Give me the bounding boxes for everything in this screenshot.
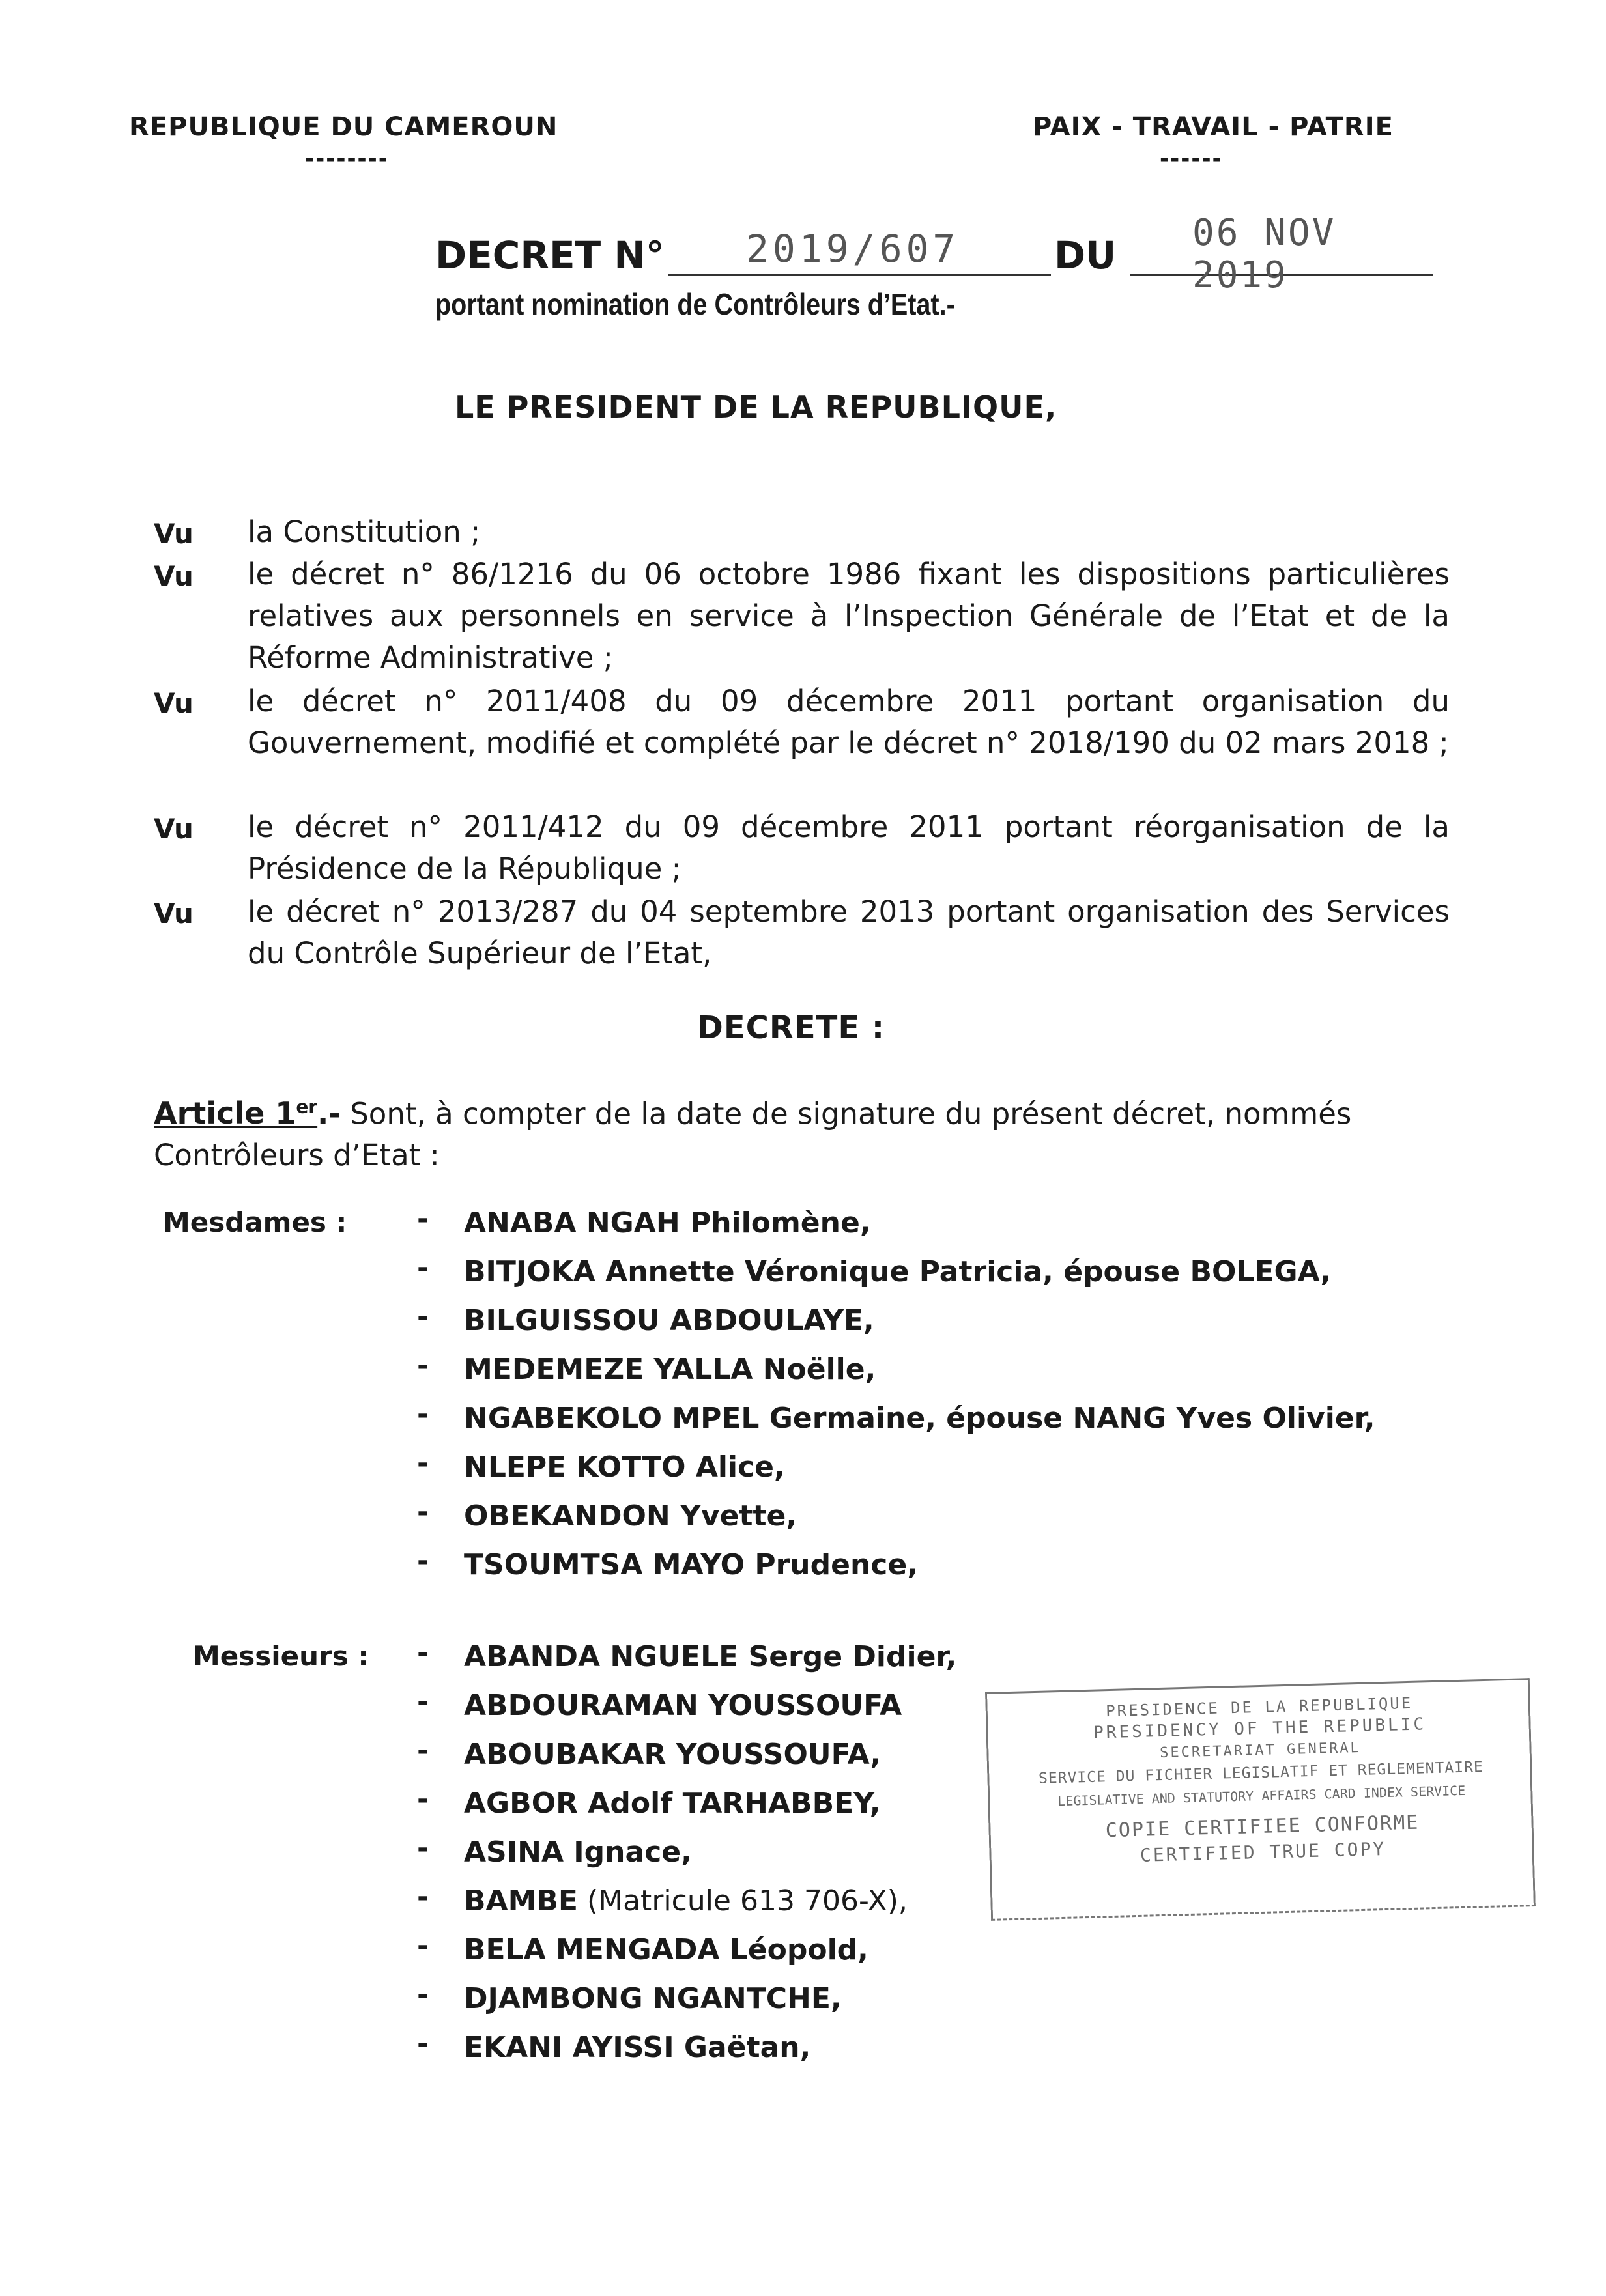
list-bullet: -	[417, 1685, 429, 1718]
list-bullet: -	[417, 1349, 429, 1382]
stamp-line: SERVICE DU FICHIER LEGISLATIF ET REGLEMENTAIRE	[1038, 1759, 1484, 1787]
list-item: ANABA NGAH Philomène,	[464, 1206, 871, 1240]
vu-label: Vu	[154, 560, 194, 592]
list-bullet: -	[417, 1251, 429, 1284]
header-motto: PAIX - TRAVAIL - PATRIE	[1033, 112, 1394, 142]
list-bullet: -	[417, 1300, 429, 1333]
list-item: OBEKANDON Yvette,	[464, 1499, 797, 1533]
decret-label: DECRET N°	[435, 233, 665, 277]
list-item: DJAMBONG NGANTCHE,	[464, 1982, 842, 2015]
visa-item: le décret n° 2013/287 du 04 septembre 2013 portant organisation des Services du Contrôle Supérieur de l’Etat,	[248, 894, 1450, 971]
mesdames-label: Mesdames :	[163, 1206, 347, 1238]
list-item: ABANDA NGUELE Serge Didier,	[464, 1640, 957, 1673]
vu-label: Vu	[154, 687, 194, 719]
list-bullet: -	[417, 1734, 429, 1767]
stamp-line: PRESIDENCE DE LA REPUBLIQUE	[1105, 1694, 1413, 1721]
list-bullet: -	[417, 1202, 429, 1236]
list-bullet: -	[417, 1544, 429, 1578]
list-item: BITJOKA Annette Véronique Patricia, épouse BOLEGA,	[464, 1255, 1332, 1288]
stamp-line: CERTIFIED TRUE COPY	[1140, 1837, 1386, 1866]
visa-item: le décret n° 2011/408 du 09 décembre 2011 portant organisation du Gouvernement, modifié et complété par le décret n° 2018/190 du 02 mars 2018 ;	[248, 684, 1450, 760]
list-item: TSOUMTSA MAYO Prudence,	[464, 1548, 918, 1581]
list-bullet: -	[417, 1636, 429, 1669]
decret-subtitle: portant nomination de Contrôleurs d’Etat.-	[435, 287, 955, 321]
list-bullet: -	[417, 1447, 429, 1480]
list-item: ASINA Ignace,	[464, 1835, 692, 1869]
list-bullet: -	[417, 1783, 429, 1816]
list-bullet: -	[417, 1880, 429, 1914]
visa-item: le décret n° 2011/412 du 09 décembre 2011 portant réorganisation de la Présidence de la République ;	[248, 810, 1450, 886]
list-item: AGBOR Adolf TARHABBEY,	[464, 1787, 881, 1820]
header-country: REPUBLIQUE DU CAMEROUN	[129, 112, 558, 142]
vu-label: Vu	[154, 813, 194, 845]
article-1-text: Sont, à compter de la date de signature du présent décret, nommés Contrôleurs d’Etat :	[154, 1096, 1352, 1173]
messieurs-label: Messieurs :	[193, 1640, 369, 1672]
article-1-title: Article 1er	[154, 1096, 318, 1131]
list-item: EKANI AYISSI Gaëtan,	[464, 2031, 811, 2064]
list-bullet: -	[417, 1495, 429, 1529]
article-1: Article 1er.- Sont, à compter de la date de signature du présent décret, nommés Contrôleurs d’Etat :	[154, 1096, 1352, 1173]
list-item: ABDOURAMAN YOUSSOUFA	[464, 1689, 902, 1722]
list-bullet: -	[417, 1398, 429, 1431]
stamp-line: COPIE CERTIFIEE CONFORME	[1105, 1811, 1420, 1843]
decret-date: 06 NOV 2019	[1192, 212, 1336, 296]
list-item: BILGUISSOU ABDOULAYE,	[464, 1304, 874, 1337]
list-item: BELA MENGADA Léopold,	[464, 1933, 868, 1966]
stamp-line: SECRETARIAT GENERAL	[1159, 1739, 1362, 1762]
president-heading: LE PRESIDENT DE LA REPUBLIQUE,	[455, 390, 1057, 425]
list-item: NGABEKOLO MPEL Germaine, épouse NANG Yves Olivier,	[464, 1402, 1375, 1435]
header-right-dashes: ------	[1160, 146, 1223, 172]
stamp-line: LEGISLATIVE AND STATUTORY AFFAIRS CARD INDEX SERVICE	[1057, 1782, 1466, 1809]
decret-date-line	[1130, 212, 1433, 296]
list-item: NLEPE KOTTO Alice,	[464, 1451, 785, 1484]
list-bullet: -	[417, 1832, 429, 1865]
matricule-note: (Matricule 613 706-X),	[586, 1884, 908, 1918]
vu-label: Vu	[154, 518, 194, 550]
list-item: BAMBE (Matricule 613 706-X),	[464, 1884, 908, 1918]
certified-copy-stamp	[985, 1678, 1538, 1927]
decret-number: 2019/607	[746, 227, 960, 271]
decret-number-line	[668, 228, 1051, 276]
du-label: DU	[1054, 233, 1117, 277]
list-bullet: -	[417, 1929, 429, 1963]
visa-item: la Constitution ;	[248, 515, 481, 549]
list-item: MEDEMEZE YALLA Noëlle,	[464, 1353, 876, 1386]
stamp-line: PRESIDENCY OF THE REPUBLIC	[1093, 1714, 1427, 1743]
list-bullet: -	[417, 2027, 429, 2060]
list-bullet: -	[417, 1978, 429, 2011]
decrete-heading: DECRETE :	[697, 1010, 885, 1046]
list-item: ABOUBAKAR YOUSSOUFA,	[464, 1738, 882, 1771]
header-left-dashes: --------	[305, 146, 389, 172]
visa-item: le décret n° 86/1216 du 06 octobre 1986 fixant les dispositions particulières relatives aux personnels en service à l’Inspection Générale de l’Etat et de la Réforme Administrative ;	[248, 557, 1450, 675]
vu-label: Vu	[154, 898, 194, 929]
